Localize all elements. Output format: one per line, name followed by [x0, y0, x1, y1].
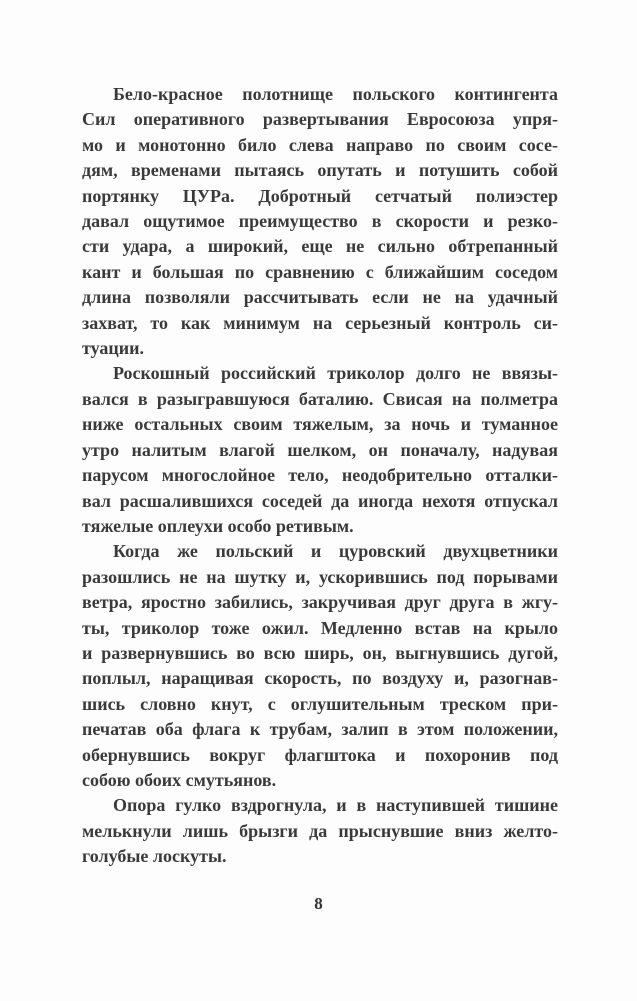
page-number: 8	[314, 894, 323, 913]
paragraph	[82, 539, 558, 793]
text-line: собою обоих смутьянов.	[82, 769, 277, 790]
text-line: обернувшись вокруг флагштока и похоронив под	[82, 744, 558, 765]
text-line: захват, то как минимум на серьезный контроль си-	[82, 312, 558, 333]
text-line: дям, временами пытаясь опутать и потушить собой	[82, 160, 558, 181]
text-line: вался в разыгравшуюся баталию. Свисая на полметра	[82, 388, 558, 409]
text-line: Сил оперативного развертывания Евросоюза упря-	[82, 109, 558, 130]
text-line: мелькнули лишь брызги да прыснувшие вниз желто-	[82, 820, 558, 841]
text-line: ниже остальных своим тяжелым, за ночь и туманное	[82, 414, 558, 435]
text-line: ветра, яростно забились, закручивая друг друга в жгу-	[82, 592, 558, 613]
text-line: утро налитым влагой шелком, он поначалу, надувая	[82, 439, 558, 460]
text-block	[82, 82, 558, 870]
text-line: длина позволяли рассчитывать если не на удачный	[82, 287, 558, 308]
text-line: и развернувшись во всю ширь, он, выгнувшись дугой,	[82, 642, 558, 663]
paragraph	[82, 82, 558, 361]
text-line: Опора гулко вздрогнула, и в наступившей тишине	[113, 795, 558, 816]
text-line: тяжелые оплеухи особо ретивым.	[82, 515, 354, 536]
paragraph	[82, 361, 558, 539]
paragraph	[82, 793, 558, 869]
text-line: парусом многослойное тело, неодобрительно отталки-	[82, 465, 558, 486]
text-line: шись словно кнут, с оглушительным треском при-	[82, 693, 558, 714]
text-line: сти удара, а широкий, еще не сильно обтрепанный	[82, 236, 558, 257]
text-line: голубые лоскуты.	[82, 846, 227, 867]
text-line: портянку ЦУРа. Добротный сетчатый полиэстер	[82, 185, 558, 206]
text-line: ты, триколор тоже ожил. Медленно встав на крыло	[82, 617, 558, 638]
text-line: Бело-красное полотнище польского контингента	[113, 84, 558, 104]
text-line: поплыл, наращивая скорость, по воздуху и, разогнав-	[82, 668, 558, 689]
text-line: давал ощутимое преимущество в скорости и резко-	[82, 211, 558, 232]
text-line: Роскошный российский триколор долго не ввязы-	[113, 363, 558, 384]
text-line: туации.	[82, 338, 144, 359]
text-line: разошлись не на шутку и, ускорившись под порывами	[82, 566, 558, 587]
text-line: кант и большая по сравнению с ближайшим соседом	[82, 261, 558, 282]
text-line: печатав оба флага к трубам, залип в этом положении,	[82, 719, 558, 740]
text-line: вал расшалившихся соседей да иногда нехотя отпускал	[82, 490, 558, 511]
text-line: Когда же польский и цуровский двухцветники	[113, 541, 558, 562]
text-line: мо и монотонно било слева направо по своим сосе-	[82, 134, 558, 155]
